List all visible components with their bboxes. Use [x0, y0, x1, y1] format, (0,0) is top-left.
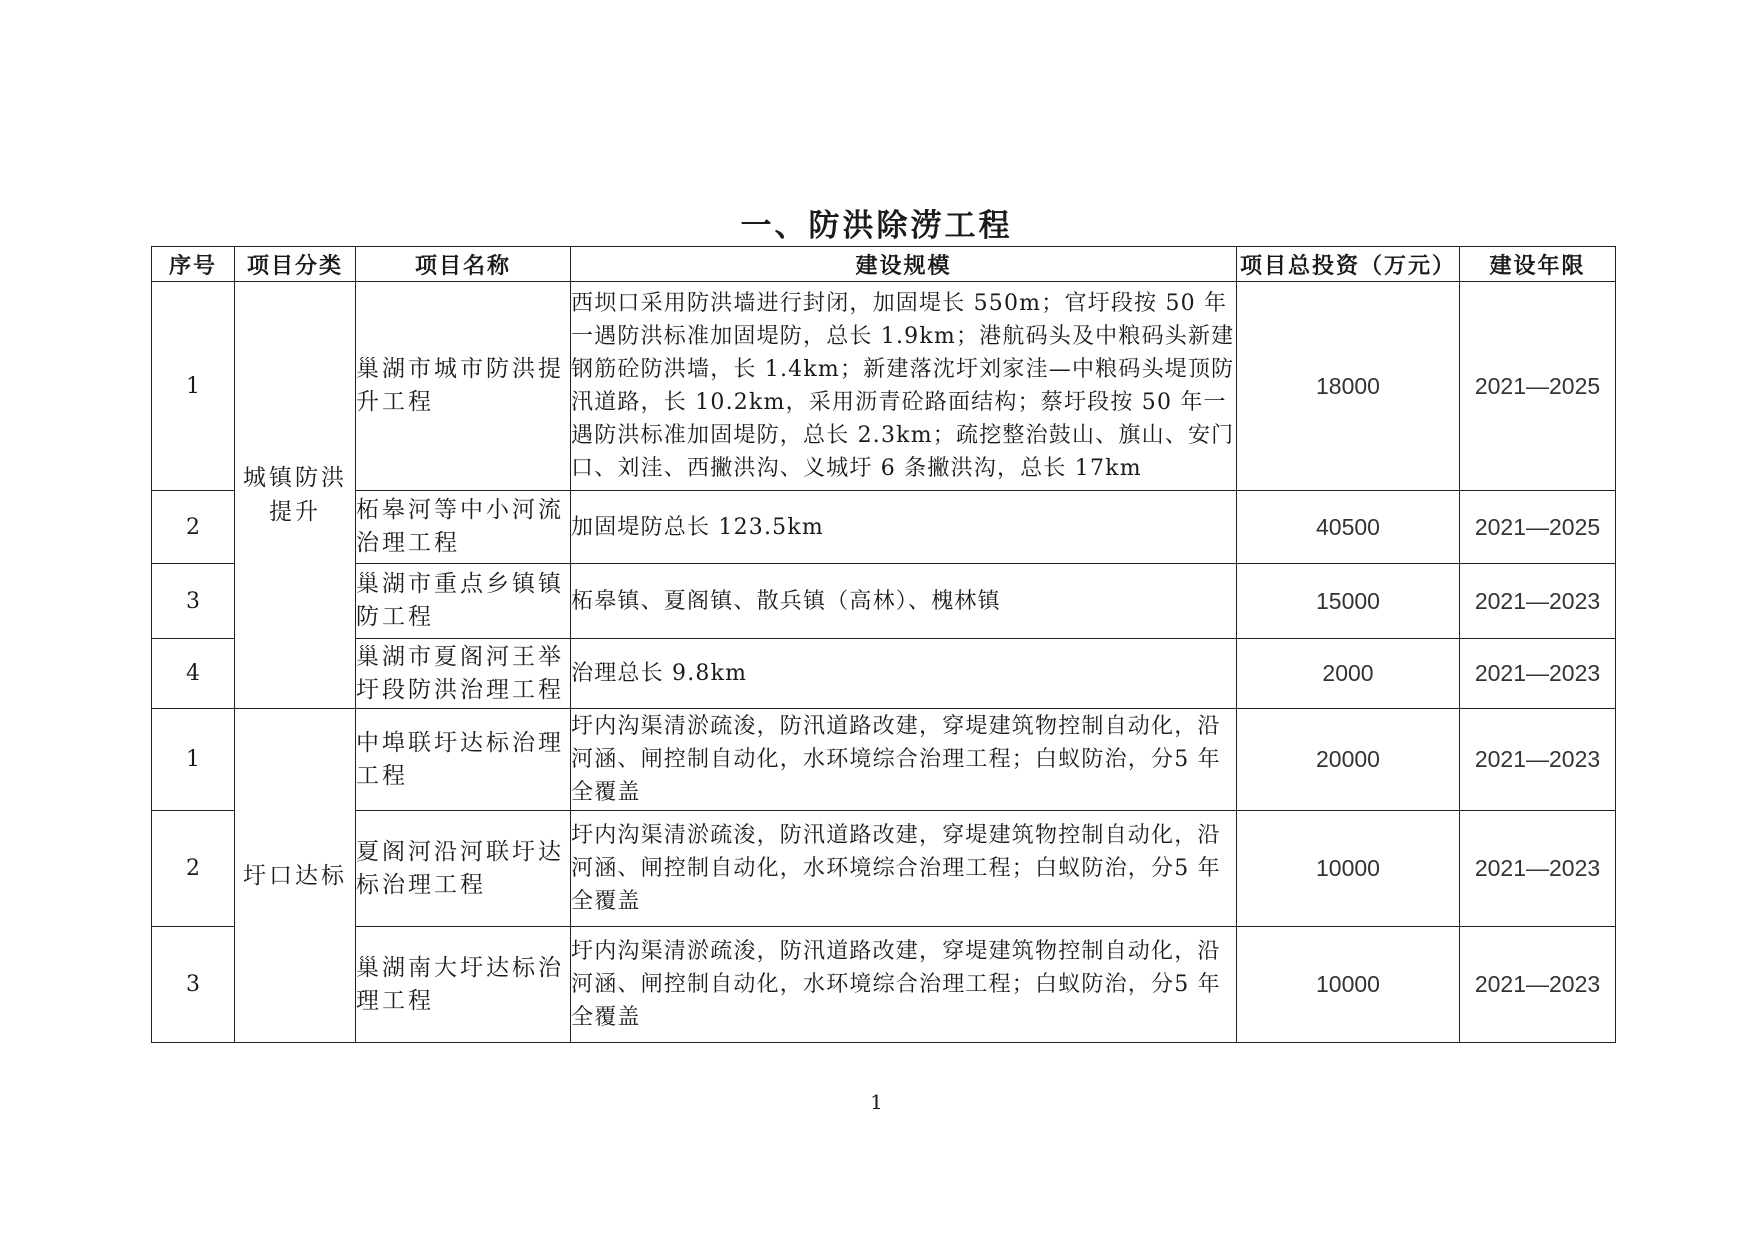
row-seq: 3 [152, 927, 235, 1043]
table-row [152, 491, 1616, 564]
row-period: 2021—2023 [1460, 709, 1616, 811]
row-investment: 18000 [1237, 282, 1460, 491]
row-scale: 圩内沟渠清淤疏浚，防汛道路改建，穿堤建筑物控制自动化，沿河涵、闸控制自动化，水环境综合治理工程；白蚁防治，分5 年全覆盖 [571, 709, 1237, 811]
table-row [152, 811, 1616, 927]
row-scale: 柘皋镇、夏阁镇、散兵镇（高林）、槐林镇 [571, 564, 1237, 639]
header-period: 建设年限 [1460, 247, 1616, 282]
page-number: 1 [870, 1090, 883, 1114]
table-row [152, 564, 1616, 639]
row-period: 2021—2023 [1460, 811, 1616, 927]
row-period: 2021—2023 [1460, 639, 1616, 709]
row-investment: 40500 [1237, 491, 1460, 564]
row-investment: 2000 [1237, 639, 1460, 709]
table-row [152, 282, 1616, 491]
row-period: 2021—2025 [1460, 491, 1616, 564]
header-scale: 建设规模 [571, 247, 1237, 282]
row-name: 巢湖市城市防洪提升工程 [356, 282, 571, 491]
row-name: 巢湖市夏阁河王举圩段防洪治理工程 [356, 639, 571, 709]
row-investment: 10000 [1237, 927, 1460, 1043]
row-scale: 圩内沟渠清淤疏浚，防汛道路改建，穿堤建筑物控制自动化，沿河涵、闸控制自动化，水环境综合治理工程；白蚁防治，分5 年全覆盖 [571, 927, 1237, 1043]
header-investment: 项目总投资（万元） [1237, 247, 1460, 282]
page-title: 一、防洪除涝工程 [740, 208, 1013, 244]
row-period: 2021—2023 [1460, 564, 1616, 639]
header-category: 项目分类 [235, 247, 356, 282]
table-row [152, 709, 1616, 811]
row-name: 柘皋河等中小河流治理工程 [356, 491, 571, 564]
row-investment: 20000 [1237, 709, 1460, 811]
row-seq: 2 [152, 491, 235, 564]
row-category: 圩口达标 [235, 709, 356, 1043]
row-seq: 2 [152, 811, 235, 927]
row-name: 巢湖南大圩达标治理工程 [356, 927, 571, 1043]
row-investment: 15000 [1237, 564, 1460, 639]
row-name: 中埠联圩达标治理工程 [356, 709, 571, 811]
header-name: 项目名称 [356, 247, 571, 282]
row-name: 巢湖市重点乡镇镇防工程 [356, 564, 571, 639]
row-name: 夏阁河沿河联圩达标治理工程 [356, 811, 571, 927]
row-seq: 1 [152, 709, 235, 811]
row-period: 2021—2023 [1460, 927, 1616, 1043]
row-scale: 西坝口采用防洪墙进行封闭，加固堤长 550m；官圩段按 50 年一遇防洪标准加固堤防，总长 1.9km；港航码头及中粮码头新建钢筋砼防洪墙，长 1.4km；新建落沈圩刘家洼—中粮码头堤顶防汛道路，长 10.2km，采用沥青砼路面结构；蔡圩段按 50 年一遇防洪标准加固堤防，总长 2.3km；疏挖整治鼓山、旗山、安门口、刘洼、西撇洪沟、义城圩 6 条撇洪沟，总长 17km [571, 282, 1237, 491]
project-table [151, 246, 1616, 1043]
row-seq: 4 [152, 639, 235, 709]
row-investment: 10000 [1237, 811, 1460, 927]
table-row [152, 927, 1616, 1043]
row-scale: 圩内沟渠清淤疏浚，防汛道路改建，穿堤建筑物控制自动化，沿河涵、闸控制自动化，水环境综合治理工程；白蚁防治，分5 年全覆盖 [571, 811, 1237, 927]
row-seq: 3 [152, 564, 235, 639]
row-scale: 治理总长 9.8km [571, 639, 1237, 709]
row-seq: 1 [152, 282, 235, 491]
header-seq: 序号 [152, 247, 235, 282]
table-row [152, 639, 1616, 709]
row-category: 城镇防洪提升 [235, 282, 356, 709]
table-header-row [152, 247, 1616, 282]
row-scale: 加固堤防总长 123.5km [571, 491, 1237, 564]
row-period: 2021—2025 [1460, 282, 1616, 491]
